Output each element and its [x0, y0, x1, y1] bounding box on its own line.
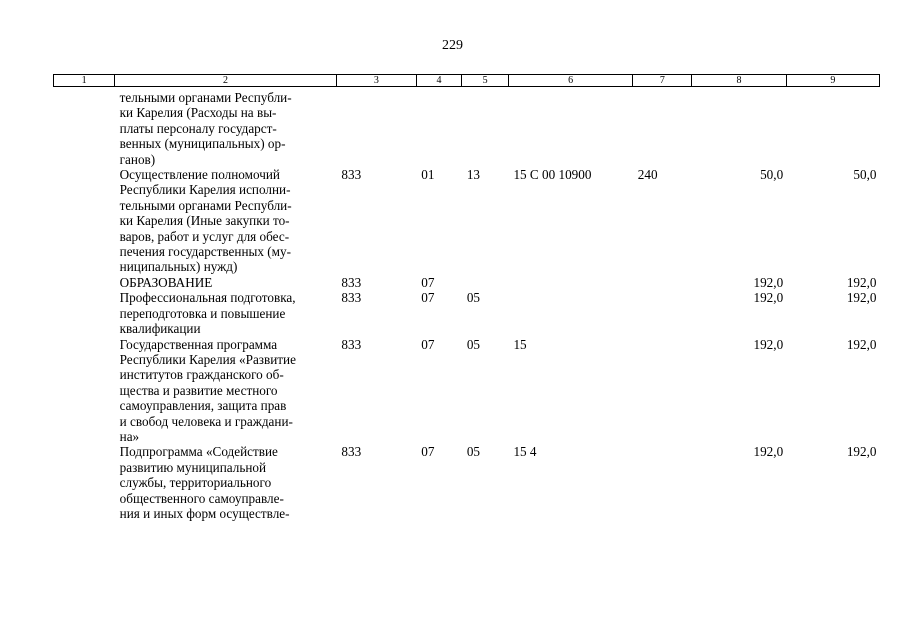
row-name: тельными органами Республи- ки Карелия (Расходы на вы- платы персоналу государст- венных (муниципальных) ор- ганов): [119, 90, 292, 167]
budget-table: [53, 74, 880, 521]
row-name: Осуществление полномочий Республики Карелия исполни- тельными органами Республи- ки Карелия (Иные закупки то- варов, работ и услуг для обес- печения государственных (му- ниципальных) нужд): [119, 167, 292, 275]
row-pr: 13: [466, 167, 480, 183]
column-header-9: 9: [786, 75, 879, 87]
column-header-1: 1: [54, 75, 115, 87]
row-pr: [462, 87, 509, 168]
column-header-6: 6: [508, 75, 632, 87]
table-row: [54, 87, 880, 168]
row-index-cell: [54, 337, 115, 445]
row-sum-2: 192,0: [846, 274, 877, 290]
column-header-3: 3: [336, 75, 416, 87]
row-rz: 07: [421, 336, 435, 352]
row-sum-1: 192,0: [753, 444, 784, 460]
row-csr: [508, 290, 632, 336]
row-ved: 833: [341, 336, 362, 352]
row-csr: 15 4: [513, 444, 537, 460]
column-header-7: 7: [633, 75, 692, 87]
row-vr: [633, 87, 692, 168]
row-pr: [462, 275, 509, 290]
row-csr: 15: [513, 336, 527, 352]
row-sum-1: 192,0: [753, 290, 784, 306]
row-vr: 240: [637, 167, 658, 183]
column-header-8: 8: [692, 75, 786, 87]
row-sum-1: [692, 87, 786, 168]
row-ved: [336, 87, 416, 168]
column-header-2: 2: [115, 75, 337, 87]
row-name: Подпрограмма «Содействие развитию муниципальной службы, территориального общественного самоуправле- ния и иных форм осуществле-: [119, 444, 290, 521]
row-sum-2: 192,0: [846, 336, 877, 352]
row-sum-2: 192,0: [846, 290, 877, 306]
row-rz: 07: [421, 290, 435, 306]
row-sum-1: 192,0: [753, 336, 784, 352]
row-csr: [508, 275, 632, 290]
row-sum-2: 50,0: [853, 167, 877, 183]
table-row: [54, 275, 880, 290]
row-vr: [633, 444, 692, 521]
table-row: [54, 290, 880, 336]
row-ved: 833: [341, 274, 362, 290]
row-index-cell: [54, 167, 115, 275]
row-ved: 833: [341, 290, 362, 306]
row-ved: 833: [341, 444, 362, 460]
row-csr: [508, 87, 632, 168]
row-name: Государственная программа Республики Карелия «Развитие институтов гражданского об- щества и развитие местного самоуправления, защита прав и свобод человека и граждани- на»: [119, 336, 296, 444]
row-index-cell: [54, 275, 115, 290]
column-number-row: [54, 75, 880, 87]
row-index-cell: [54, 444, 115, 521]
row-ved: 833: [341, 167, 362, 183]
row-rz: [416, 87, 462, 168]
row-name: ОБРАЗОВАНИЕ: [119, 274, 213, 290]
row-sum-2: [786, 87, 879, 168]
row-csr: 15 С 00 10900: [513, 167, 592, 183]
row-vr: [633, 275, 692, 290]
table-row: [54, 337, 880, 445]
row-rz: 07: [421, 274, 435, 290]
row-sum-2: 192,0: [846, 444, 877, 460]
page-number: 229: [442, 38, 463, 53]
column-header-4: 4: [416, 75, 462, 87]
row-vr: [633, 337, 692, 445]
row-index-cell: [54, 87, 115, 168]
column-header-5: 5: [462, 75, 509, 87]
row-rz: 07: [421, 444, 435, 460]
row-sum-1: 50,0: [760, 167, 784, 183]
row-name: Профессиональная подготовка, переподготовка и повышение квалификации: [119, 290, 296, 337]
table-row: [54, 444, 880, 521]
table-row: [54, 167, 880, 275]
row-vr: [633, 290, 692, 336]
row-pr: 05: [466, 444, 480, 460]
row-sum-1: 192,0: [753, 274, 784, 290]
row-index-cell: [54, 290, 115, 336]
row-pr: 05: [466, 336, 480, 352]
row-pr: 05: [466, 290, 480, 306]
row-rz: 01: [421, 167, 435, 183]
